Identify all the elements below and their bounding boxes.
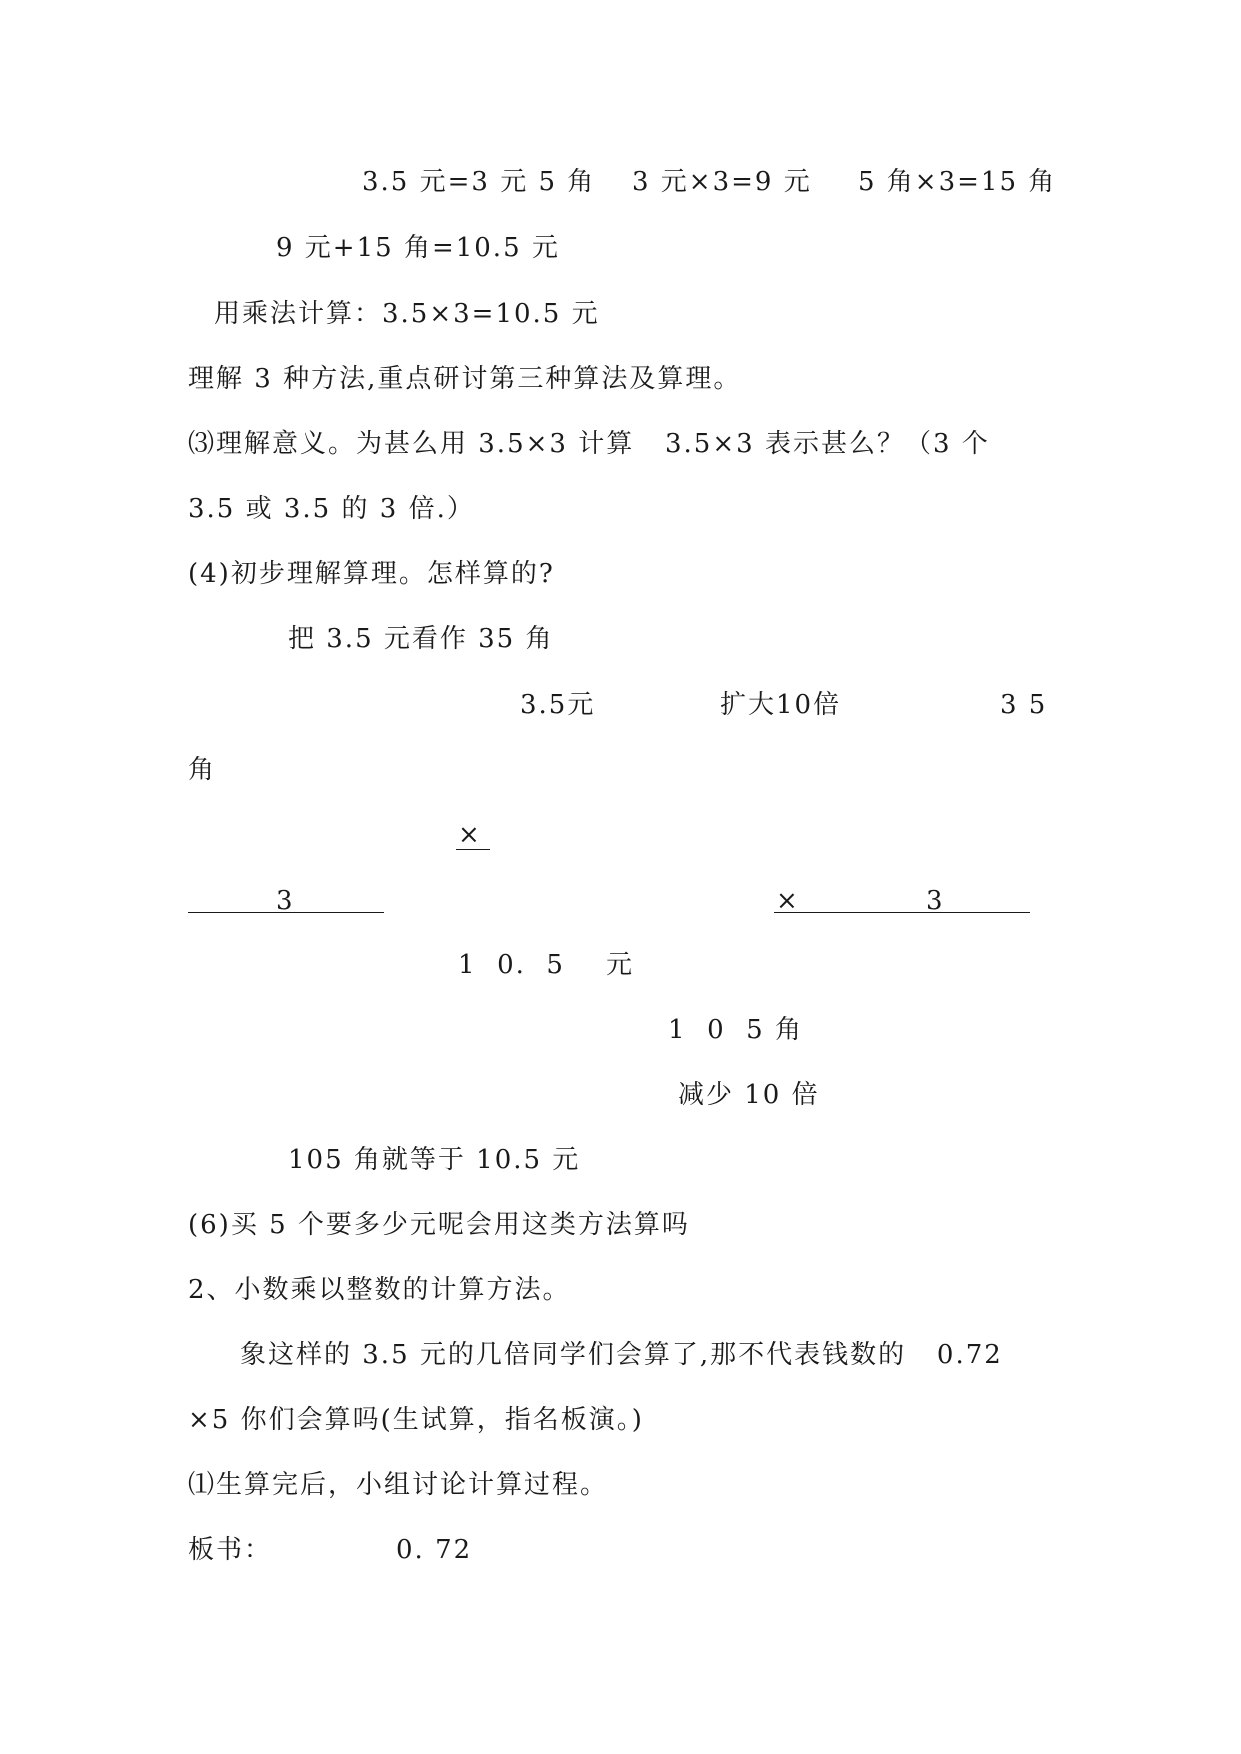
text-line: 扩大10倍 — [720, 690, 842, 720]
text-line: 板书： — [188, 1535, 273, 1565]
text-line: 0. 72 — [396, 1535, 473, 1565]
text-line: 105 角就等于 10.5 元 — [288, 1145, 581, 1175]
text-line: 3.5元 — [520, 690, 596, 720]
text-line: 1 0 5 角 — [668, 1015, 803, 1045]
text-line: 3 — [276, 886, 295, 916]
text-line: 减少 10 倍 — [678, 1080, 820, 1110]
text-line: 9 元+15 角=10.5 元 — [276, 233, 560, 263]
underline-rule — [456, 849, 490, 850]
text-line: 3 元×3=9 元 — [632, 167, 812, 197]
text-line: (6)买 5 个要多少元呢会用这类方法算吗 — [188, 1210, 690, 1240]
text-line: 3.5 元=3 元 5 角 — [362, 167, 596, 197]
multiply-sign: × — [458, 820, 482, 850]
text-line: 1 0. 5 元 — [458, 950, 635, 980]
text-line: 5 角×3=15 角 — [858, 167, 1057, 197]
text-line: 3 — [926, 886, 945, 916]
text-line: 3 5 — [1000, 690, 1048, 720]
text-line: ⑶理解意义。为甚么用 3.5×3 计算 3.5×3 表示甚么？（3 个 — [188, 429, 990, 459]
text-line: 角 — [188, 755, 217, 785]
text-line: 象这样的 3.5 元的几倍同学们会算了,那不代表钱数的 0.72 — [240, 1340, 1003, 1370]
text-line: ×5 你们会算吗(生试算，指名板演。) — [188, 1405, 644, 1435]
text-line: 把 3.5 元看作 35 角 — [288, 624, 554, 654]
underline-rule — [188, 912, 384, 913]
underline-rule — [774, 912, 1030, 913]
multiply-sign: × — [776, 886, 800, 916]
section-heading: 2、小数乘以整数的计算方法。 — [188, 1275, 571, 1305]
text-line: 理解 3 种方法,重点研讨第三种算法及算理。 — [188, 364, 742, 394]
text-line: 用乘法计算：3.5×3=10.5 元 — [214, 299, 600, 329]
text-line: ⑴生算完后，小组讨论计算过程。 — [188, 1470, 609, 1500]
text-line: (4)初步理解算理。怎样算的? — [188, 559, 555, 589]
text-line: 3.5 或 3.5 的 3 倍.） — [188, 494, 475, 524]
